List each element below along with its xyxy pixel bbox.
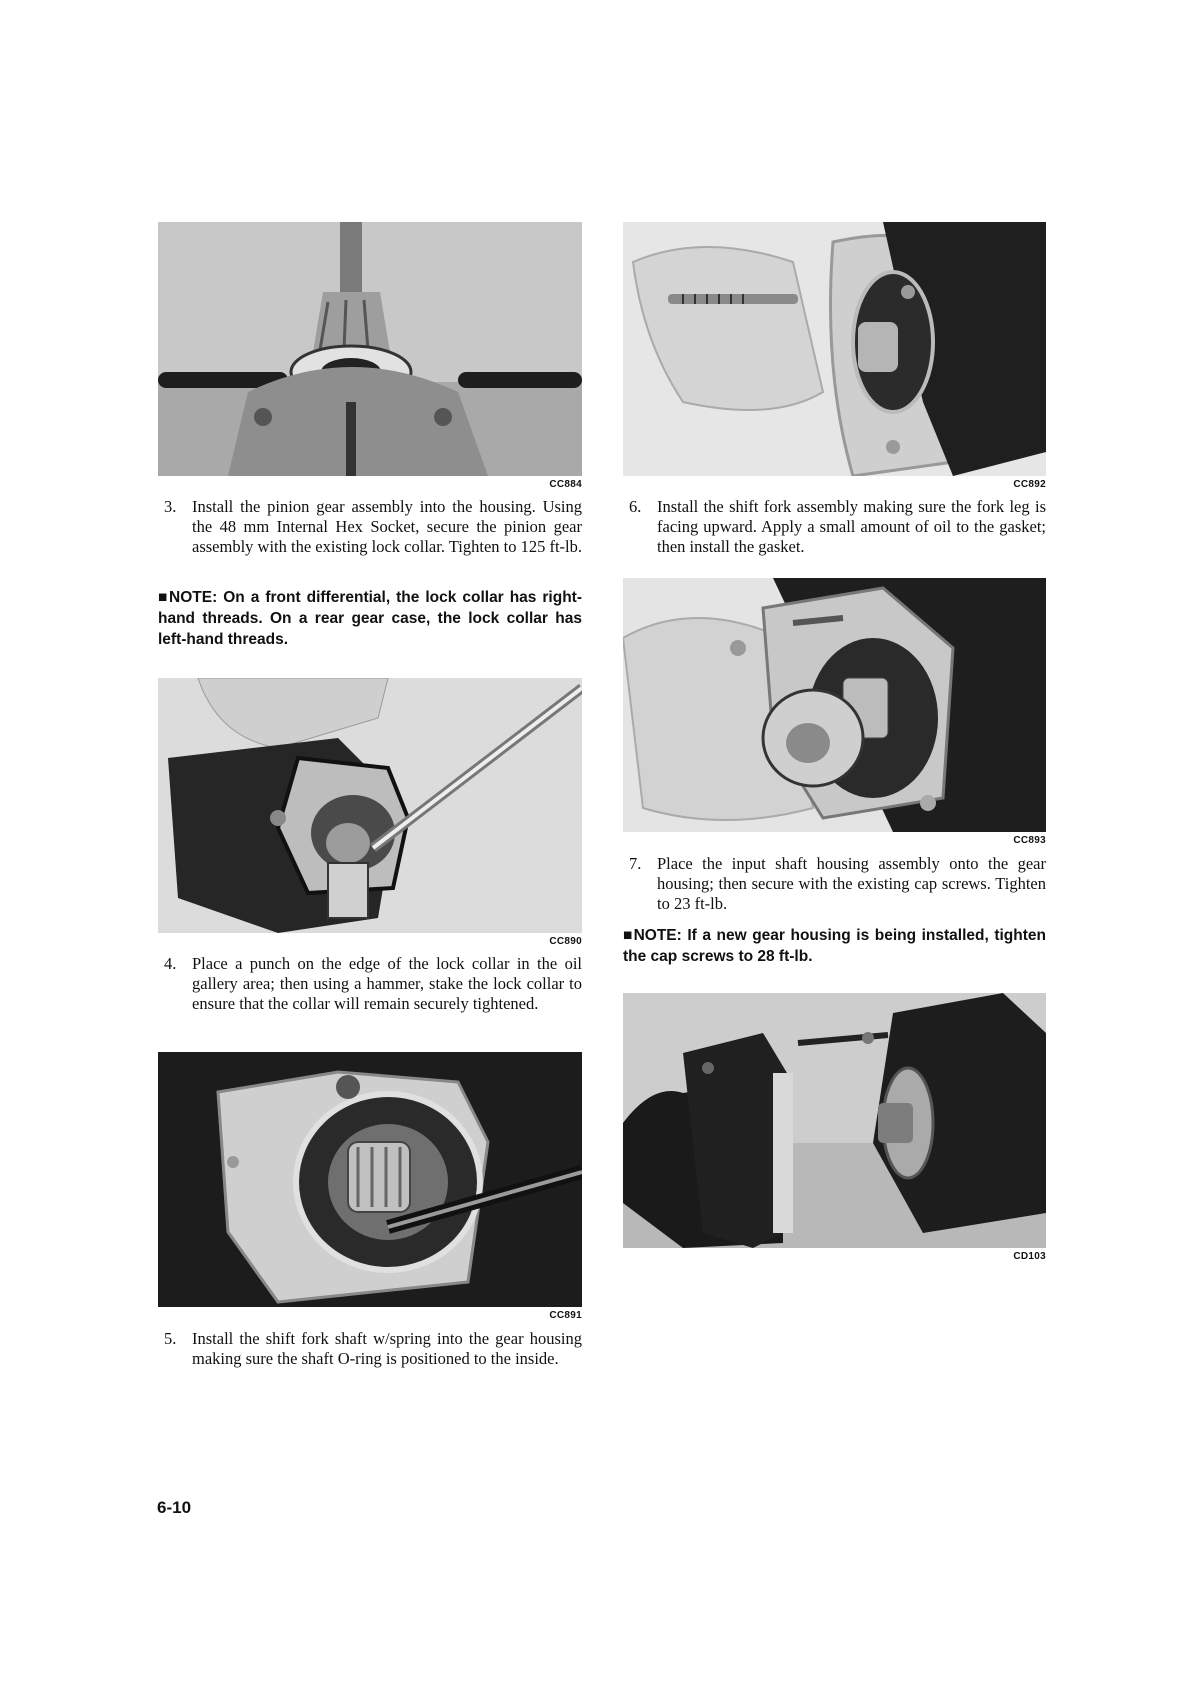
figure-label-cc884: CC884 bbox=[549, 479, 582, 490]
step-6-text: Install the shift fork assembly making sure the fork leg is facing upward. Apply a small amount of oil to the gasket; then install the gasket. bbox=[657, 497, 1046, 556]
figure-label-cc890: CC890 bbox=[549, 936, 582, 947]
step-4 bbox=[164, 954, 582, 1014]
note-lock-collar-threads bbox=[158, 587, 582, 650]
figure-cd103-photo bbox=[623, 993, 1046, 1248]
note-text: NOTE: If a new gear housing is being installed, tighten the cap screws to 28 ft-lb. bbox=[623, 927, 1046, 965]
note-marker: ■ bbox=[158, 589, 170, 606]
step-7-text: Place the input shaft housing assembly onto the gear housing; then secure with the existing cap screws. Tighten to 23 ft-lb. bbox=[657, 854, 1046, 913]
step-5 bbox=[164, 1329, 582, 1369]
step-6 bbox=[629, 497, 1046, 557]
figure-cc891-photo bbox=[158, 1052, 582, 1307]
figure-cc892-photo bbox=[623, 222, 1046, 476]
step-5-number: 5. bbox=[164, 1329, 177, 1348]
note-marker: ■ bbox=[623, 927, 634, 944]
step-7-number: 7. bbox=[629, 854, 642, 873]
figure-label-cd103: CD103 bbox=[1013, 1251, 1046, 1262]
step-3 bbox=[164, 497, 582, 557]
step-3-number: 3. bbox=[164, 497, 177, 516]
figure-label-cc892: CC892 bbox=[1013, 479, 1046, 490]
step-4-number: 4. bbox=[164, 954, 177, 973]
page-number: 6-10 bbox=[157, 1498, 192, 1517]
step-3-text: Install the pinion gear assembly into the housing. Using the 48 mm Internal Hex Socket, secure the pinion gear assembly with the existing lock collar. Tighten to 125 ft-lb. bbox=[192, 497, 583, 556]
step-4-text: Place a punch on the edge of the lock collar in the oil gallery area; then using a hammer, stake the lock collar to ensure that the collar will remain securely tightened. bbox=[192, 954, 582, 1013]
step-6-number: 6. bbox=[629, 497, 642, 516]
step-5-text: Install the shift fork shaft w/spring into the gear housing making sure the shaft O-ring is positioned to the inside. bbox=[192, 1329, 582, 1368]
figure-cc890-photo bbox=[158, 678, 582, 933]
note-new-gear-housing bbox=[623, 925, 1046, 967]
figure-label-cc893: CC893 bbox=[1013, 835, 1046, 846]
note-text: NOTE: On a front differential, the lock collar has right-hand threads. On a rear gear case, the lock collar has left-hand threads. bbox=[158, 589, 582, 648]
figure-cc884-photo bbox=[158, 222, 582, 476]
step-7 bbox=[629, 854, 1046, 914]
figure-label-cc891: CC891 bbox=[549, 1310, 582, 1321]
figure-cc893-photo bbox=[623, 578, 1046, 832]
